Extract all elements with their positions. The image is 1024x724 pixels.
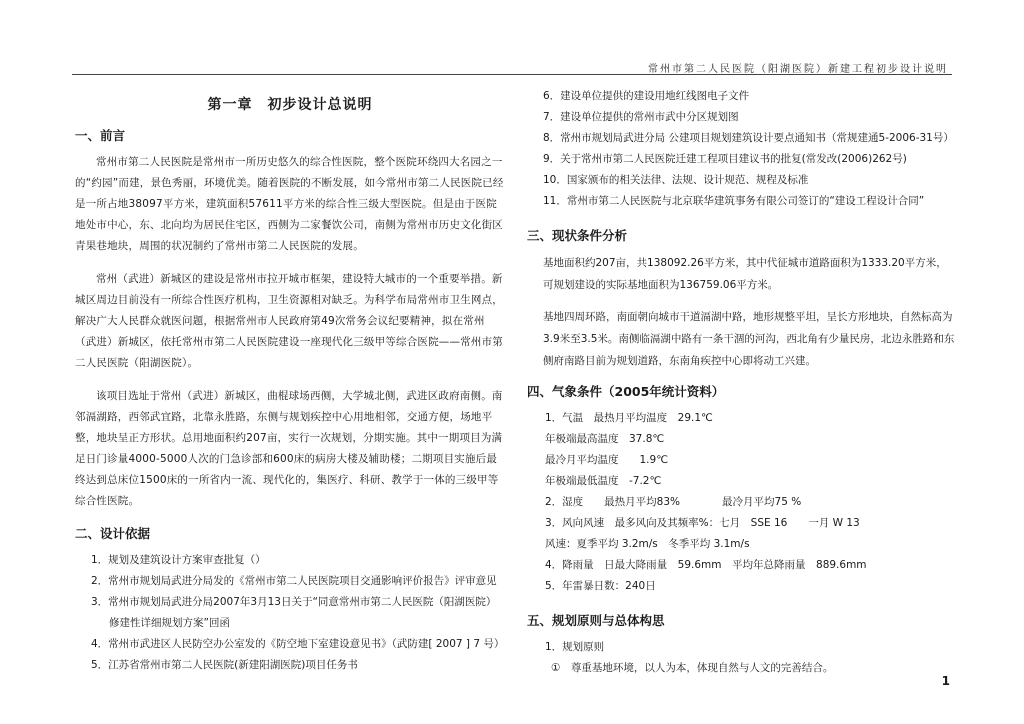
- weather-line: 4．降雨量 日最大降雨量 59.6mm 平均年总降雨量 889.6mm: [545, 559, 867, 571]
- section-heading-planning: 五、规划原则与总体构思: [527, 613, 665, 628]
- right-column: [527, 82, 957, 679]
- foreword-paragraph: 常州市第二人民医院是常州市一所历史悠久的综合性医院，整个医院环绕四大名园之一的“约园”而建，景色秀丽，环境优美。随着医院的不断发展，如今常州市第二人民医院已经是一所占地38097平方米，建筑面积57611平方米的综合性三级大型医院。但是由于医院地处市中心，东、北向均为居民住宅区，西侧为二家餐饮公司，南侧为常州市历史文化街区青果巷地块，周围的状况制约了常州市第二人民医院的发展。: [75, 156, 504, 252]
- list-item: 4．常州市武进区人民防空办公室发的《防空地下室建设意见书》（武防建[ 2007 ] 7 号）: [91, 638, 505, 650]
- left-column: [75, 82, 505, 676]
- weather-line: 2．湿度 最热月平均83% 最冷月平均75 %: [545, 496, 802, 508]
- section-heading-weather: 四、气象条件（2005年统计资料）: [527, 384, 725, 399]
- weather-line: 风速：夏季平均 3.2m/s 冬季平均 3.1m/s: [545, 538, 750, 550]
- list-item: 10．国家颁布的相关法律、法规、设计规范、规程及标准: [543, 174, 809, 186]
- header-divider: [72, 74, 952, 75]
- section-heading-foreword: 一、前言: [75, 128, 126, 143]
- site-paragraph: 基地面积约207亩，共138092.26平方米，其中代征城市道路面积为1333.20平方米，可规划建设的实际基地面积为136759.06平方米。: [543, 257, 947, 291]
- planning-principle-item: ① 尊重基地环境，以人为本，体现自然与人文的完善结合。: [551, 662, 834, 674]
- list-item: 2．常州市规划局武进分局发的《常州市第二人民医院项目交通影响评价报告》评审意见: [91, 575, 497, 587]
- list-item: 11．常州市第二人民医院与北京联华建筑事务有限公司签订的“建设工程设计合同”: [543, 195, 925, 207]
- list-item: 1．规划及建筑设计方案审查批复（）: [91, 554, 266, 566]
- list-item: 8．常州市规划局武进分局 公建项目规划建筑设计要点通知书（常规建通5-2006-31号）: [543, 132, 954, 144]
- list-item: 3．常州市规划局武进分局2007年3月13日关于“同意常州市第二人民医院（阳湖医院）: [91, 596, 497, 608]
- design-basis-list: [75, 550, 505, 676]
- list-item: 9．关于常州市第二人民医院迁建工程项目建议书的批复(常发改(2006)262号): [543, 153, 907, 165]
- chapter-title: 第一章 初步设计总说明: [207, 97, 373, 113]
- weather-line: 最冷月平均温度 1.9℃: [545, 454, 668, 466]
- planning-subheading: 1．规划原则: [545, 641, 605, 653]
- foreword-paragraph: 该项目选址于常州（武进）新城区，曲棍球场西侧，大学城北侧，武进区政府南侧。南邻滆湖路，西邻武宜路，北靠永胜路，东侧与规划疾控中心用地相邻，交通方便，场地平整，地块呈正方形状。总用地面积约207亩，实行一次规划，分期实施。其中一期项目为满足日门诊量4000-5000人次的门急诊部和600床的病房大楼及辅助楼；二期项目实施后最终达到总床位1500床的一所省内一流、现代化的，集医疗、科研、教学于一体的三级甲等综合性医院。: [75, 390, 503, 507]
- section-heading-design-basis: 二、设计依据: [75, 526, 151, 541]
- document-header-title: 常州市第二人民医院（阳湖医院）新建工程初步设计说明: [648, 64, 948, 75]
- page-number: 1: [941, 674, 950, 688]
- design-basis-list-continued: [527, 86, 957, 212]
- list-item: 修建性详细规划方案”回函: [109, 617, 230, 629]
- foreword-paragraph: 常州（武进）新城区的建设是常州市拉开城市框架，建设特大城市的一个重要举措。新城区周边目前没有一所综合性医疗机构，卫生资源相对缺乏。为科学布局常州市卫生网点，解决广大人民群众就医问题，根据常州市人民政府第49次常务会议纪要精神，拟在常州（武进）新城区，依托常州市第二人民医院建设一座现代化三级甲等综合医院——常州市第二人民医院（阳湖医院）。: [75, 273, 503, 369]
- list-item: 7．建设单位提供的常州市武中分区规划图: [543, 111, 739, 123]
- weather-line: 5．年雷暴日数：240日: [545, 580, 656, 592]
- weather-line: 1．气温 最热月平均温度 29.1℃: [545, 412, 713, 424]
- weather-line: 年极端最低温度 -7.2℃: [545, 475, 662, 487]
- weather-line: 年极端最高温度 37.8℃: [545, 433, 665, 445]
- section-heading-site-analysis: 三、现状条件分析: [527, 228, 628, 243]
- list-item: 5．江苏省常州市第二人民医院(新建阳湖医院)项目任务书: [91, 659, 358, 671]
- weather-line: 3．风向风速 最多风向及其频率%：七月 SSE 16 一月 W 13: [545, 517, 860, 529]
- site-paragraph: 基地四周环路，南面朝向城市干道滆湖中路，地形规整平坦，呈长方形地块，自然标高为3.9米至3.5米。南侧临滆湖中路有一条干涸的河沟，西北角有少量民房，北边永胜路和东侧府南路目前为规划道路，东南角疾控中心即将动工兴建。: [543, 311, 955, 367]
- list-item: 6．建设单位提供的建设用地红线图电子文件: [543, 90, 750, 102]
